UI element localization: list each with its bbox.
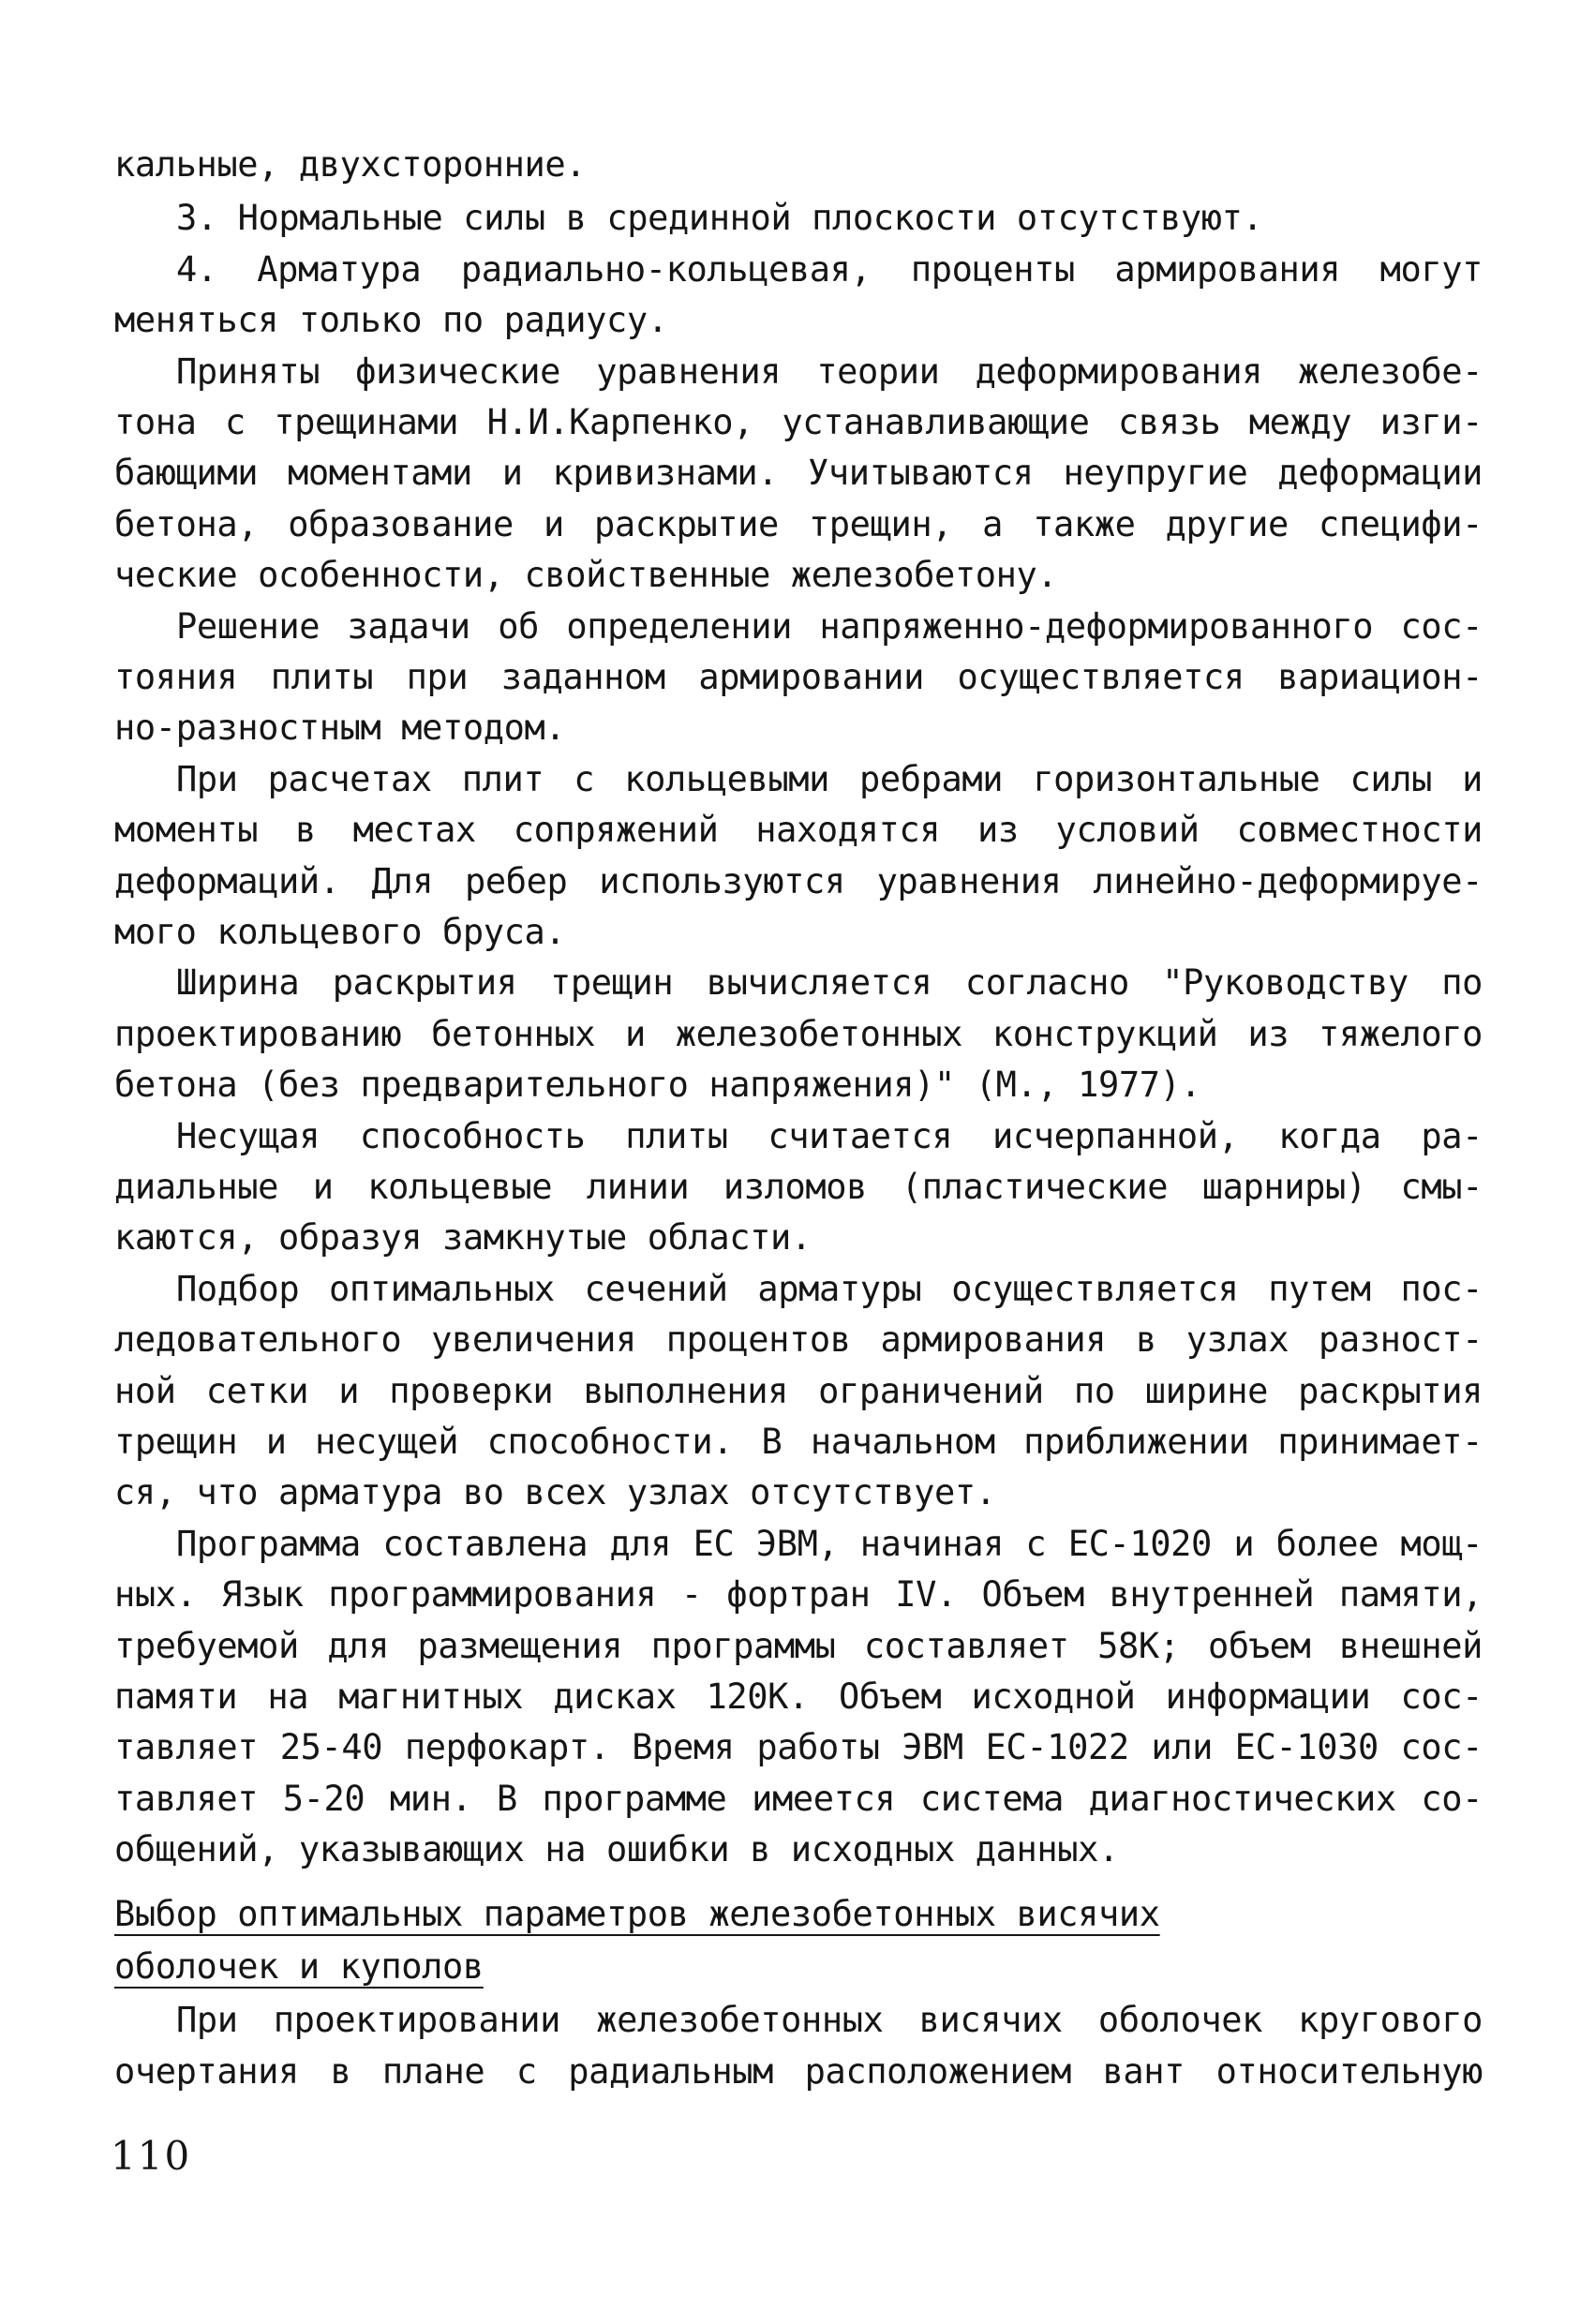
text-line: При проектировании железобетонных висячих оболочек кругового bbox=[176, 2000, 1483, 2040]
text-line: ных. Язык программирования - фортран IV. Объем внутренней памяти, bbox=[114, 1574, 1483, 1615]
text-line: кальные, двухсторонние. bbox=[114, 144, 587, 185]
section-heading: Выбор оптимальных параметров железобетонных висячих bbox=[114, 1894, 1160, 1934]
text-line: ческие особенности, свойственные железобетону. bbox=[114, 555, 1058, 595]
text-line: Подбор оптимальных сечений арматуры осуществляется путем пос- bbox=[176, 1269, 1483, 1309]
text-line: но-разностным методом. bbox=[114, 708, 566, 748]
text-line: трещин и несущей способности. В начальном приближении принимает- bbox=[114, 1422, 1483, 1462]
text-line: требуемой для размещения программы составляет 58К; объем внешней bbox=[114, 1626, 1483, 1666]
text-line: ся, что арматура во всех узлах отсутствует. bbox=[114, 1472, 996, 1512]
text-line: очертания в плане с радиальным расположением вант относительную bbox=[114, 2051, 1483, 2092]
text-line: бающими моментами и кривизнами. Учитываются неупругие деформации bbox=[114, 453, 1483, 493]
text-line: деформаций. Для ребер используются уравнения линейно-деформируе- bbox=[114, 861, 1483, 901]
text-line: ной сетки и проверки выполнения ограничений по ширине раскрытия bbox=[114, 1371, 1483, 1411]
text-line: тояния плиты при заданном армировании осуществляется вариацион- bbox=[114, 657, 1483, 697]
section-heading: оболочек и куполов bbox=[114, 1946, 484, 1987]
text-line: меняться только по радиусу. bbox=[114, 300, 668, 340]
text-line: проектированию бетонных и железобетонных конструкций из тяжелого bbox=[114, 1014, 1483, 1054]
text-line: Программа составлена для ЕС ЭВМ, начиная с ЕС-1020 и более мощ- bbox=[176, 1524, 1483, 1564]
page-number: 110 bbox=[111, 2133, 192, 2179]
text-line: тавляет 25-40 перфокарт. Время работы ЭВМ ЕС-1022 или ЕС-1030 сос- bbox=[114, 1727, 1483, 1767]
text-line: бетона, образование и раскрытие трещин, а также другие специфи- bbox=[114, 504, 1483, 544]
text-line: мого кольцевого бруса. bbox=[114, 912, 566, 952]
text-line: 4. Арматура радиально-кольцевая, проценты армирования могут bbox=[176, 249, 1483, 290]
text-line: бетона (без предварительного напряжения)" (М., 1977). bbox=[114, 1065, 1201, 1105]
text-line: Ширина раскрытия трещин вычисляется согласно "Руководству по bbox=[176, 962, 1483, 1003]
text-line: тона с трещинами Н.И.Карпенко, устанавливающие связь между изги- bbox=[114, 402, 1483, 442]
text-line: Несущая способность плиты считается исчерпанной, когда ра- bbox=[176, 1116, 1483, 1156]
text-line: Приняты физические уравнения теории деформирования железобе- bbox=[176, 351, 1483, 392]
text-line: памяти на магнитных дисках 120К. Объем исходной информации сос- bbox=[114, 1676, 1483, 1717]
text-line: Решение задачи об определении напряженно-деформированного сос- bbox=[176, 606, 1483, 647]
text-line: общений, указывающих на ошибки в исходных данных. bbox=[114, 1829, 1119, 1870]
text-line: каются, образуя замкнутые области. bbox=[114, 1217, 812, 1258]
text-line: моменты в местах сопряжений находятся из условий совместности bbox=[114, 810, 1483, 850]
text-line: ледовательного увеличения процентов армирования в узлах разност- bbox=[114, 1319, 1483, 1360]
text-line: 3. Нормальные силы в срединной плоскости отсутствуют. bbox=[176, 198, 1263, 238]
text-line: При расчетах плит с кольцевыми ребрами горизонтальные силы и bbox=[176, 759, 1483, 799]
text-line: диальные и кольцевые линии изломов (пластические шарниры) смы- bbox=[114, 1167, 1483, 1207]
text-line: тавляет 5-20 мин. В программе имеется система диагностических со- bbox=[114, 1779, 1483, 1819]
